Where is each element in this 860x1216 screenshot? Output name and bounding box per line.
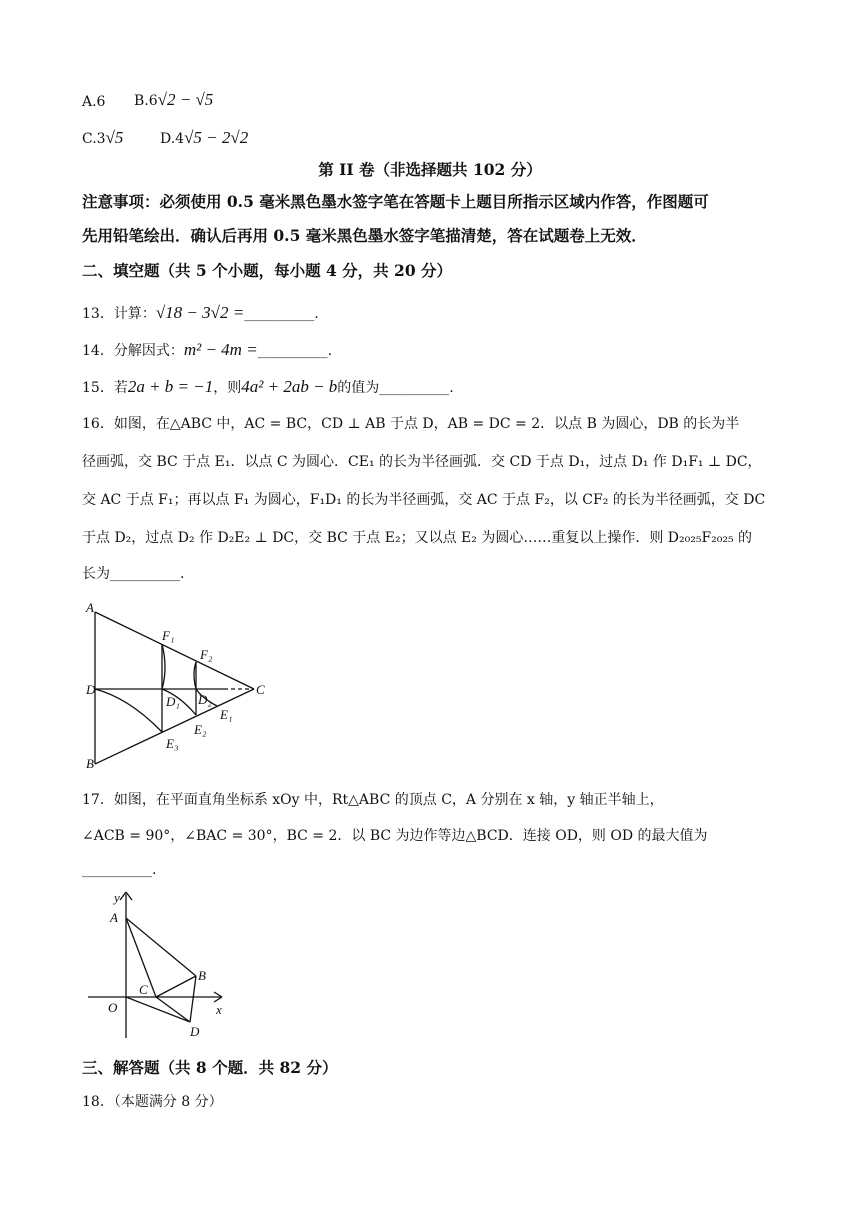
label-a: A [110, 910, 118, 925]
notice-line-2: 先用铅笔绘出．确认后再用 0.5 毫米黑色墨水签字笔描清楚，答在试题卷上无效． [82, 226, 647, 245]
label-o: O [108, 1000, 118, 1015]
option-c: C.3√5 [82, 128, 124, 147]
question-16-line-4: 于点 D₂，过点 D₂ 作 D₂E₂ ⊥ DC，交 BC 于点 E₂；又以点 E₂ 为圆心……重复以上操作．则 D₂₀₂₅F₂₀₂₅ 的 [82, 530, 753, 546]
question-17-line-1: 17．如图，在平面直角坐标系 xOy 中，Rt△ABC 的顶点 C，A 分别在 x 轴，y 轴正半轴上， [82, 792, 664, 808]
question-17-line-3: __________. [82, 862, 157, 878]
label-c: C [139, 982, 148, 997]
question-17-line-2: ∠ACB = 90°，∠BAC = 30°，BC = 2．以 BC 为边作等边△BCD．连接 OD，则 OD 的最大值为 [82, 828, 708, 844]
question-16-line-1: 16．如图，在△ABC 中，AC = BC，CD ⊥ AB 于点 D，AB = DC = 2．以点 B 为圆心，DB 的长为半 [82, 416, 740, 432]
label-y: y [114, 890, 120, 905]
question-16-figure [84, 598, 284, 776]
label-c: C [256, 682, 265, 697]
label-d2: D₂ [198, 692, 212, 707]
notice-line-1: 注意事项：必须使用 0.5 毫米黑色墨水签字笔在答题卡上题目所指示区域内作答，作图题可 [82, 192, 709, 211]
segment-ac [95, 612, 254, 689]
label-b: B [86, 756, 94, 771]
question-14: 14．分解因式：m² − 4m =__________. [82, 340, 333, 359]
question-17-figure [84, 888, 244, 1048]
section2-title: 二、填空题（共 5 个小题，每小题 4 分，共 20 分） [82, 261, 453, 280]
x-axis-arrow-top [214, 992, 222, 997]
label-e1: E₁ [220, 707, 233, 722]
segment-cb [156, 976, 196, 997]
label-d: D [190, 1024, 200, 1039]
question-13: 13．计算：√18 − 3√2 =__________. [82, 303, 319, 322]
y-axis-arrow-left [120, 892, 126, 900]
arc-1 [95, 689, 162, 732]
question-16-line-3: 交 AC 于点 F₁；再以点 F₁ 为圆心，F₁D₁ 的长为半径画弧，交 AC 于点 F₂，以 CF₂ 的长为半径画弧，交 DC [82, 492, 766, 508]
option-b: B.6√2 − √5 [134, 90, 214, 109]
option-d: D.4√5 − 2√2 [160, 128, 249, 147]
label-d: D [86, 682, 96, 697]
label-e2: E₂ [194, 722, 207, 737]
label-f1: F₁ [162, 628, 175, 643]
label-d1: D₁ [166, 694, 180, 709]
part2-title: 第 II 卷（非选择题共 102 分） [318, 160, 542, 179]
label-b: B [198, 968, 206, 983]
section3-title: 三、解答题（共 8 个题．共 82 分） [82, 1058, 338, 1077]
question-18: 18．（本题满分 8 分） [82, 1094, 223, 1110]
segment-bd [190, 976, 196, 1022]
label-f2: F₂ [200, 647, 213, 662]
y-axis-arrow-right [126, 892, 132, 900]
segment-od [126, 997, 190, 1022]
label-a: A [86, 600, 94, 615]
question-15: 15．若2a + b = −1，则4a² + 2ab − b的值为__________. [82, 377, 454, 396]
question-16-line-2: 径画弧，交 BC 于点 E₁．以点 C 为圆心．CE₁ 的长为半径画弧．交 CD 于点 D₁，过点 D₁ 作 D₁F₁ ⊥ DC， [82, 454, 762, 470]
option-a: A.6 [82, 94, 106, 110]
segment-cd [156, 997, 190, 1022]
question-16-line-5: 长为__________. [82, 566, 185, 582]
label-e3: E₃ [166, 736, 179, 751]
label-x: x [216, 1002, 222, 1017]
